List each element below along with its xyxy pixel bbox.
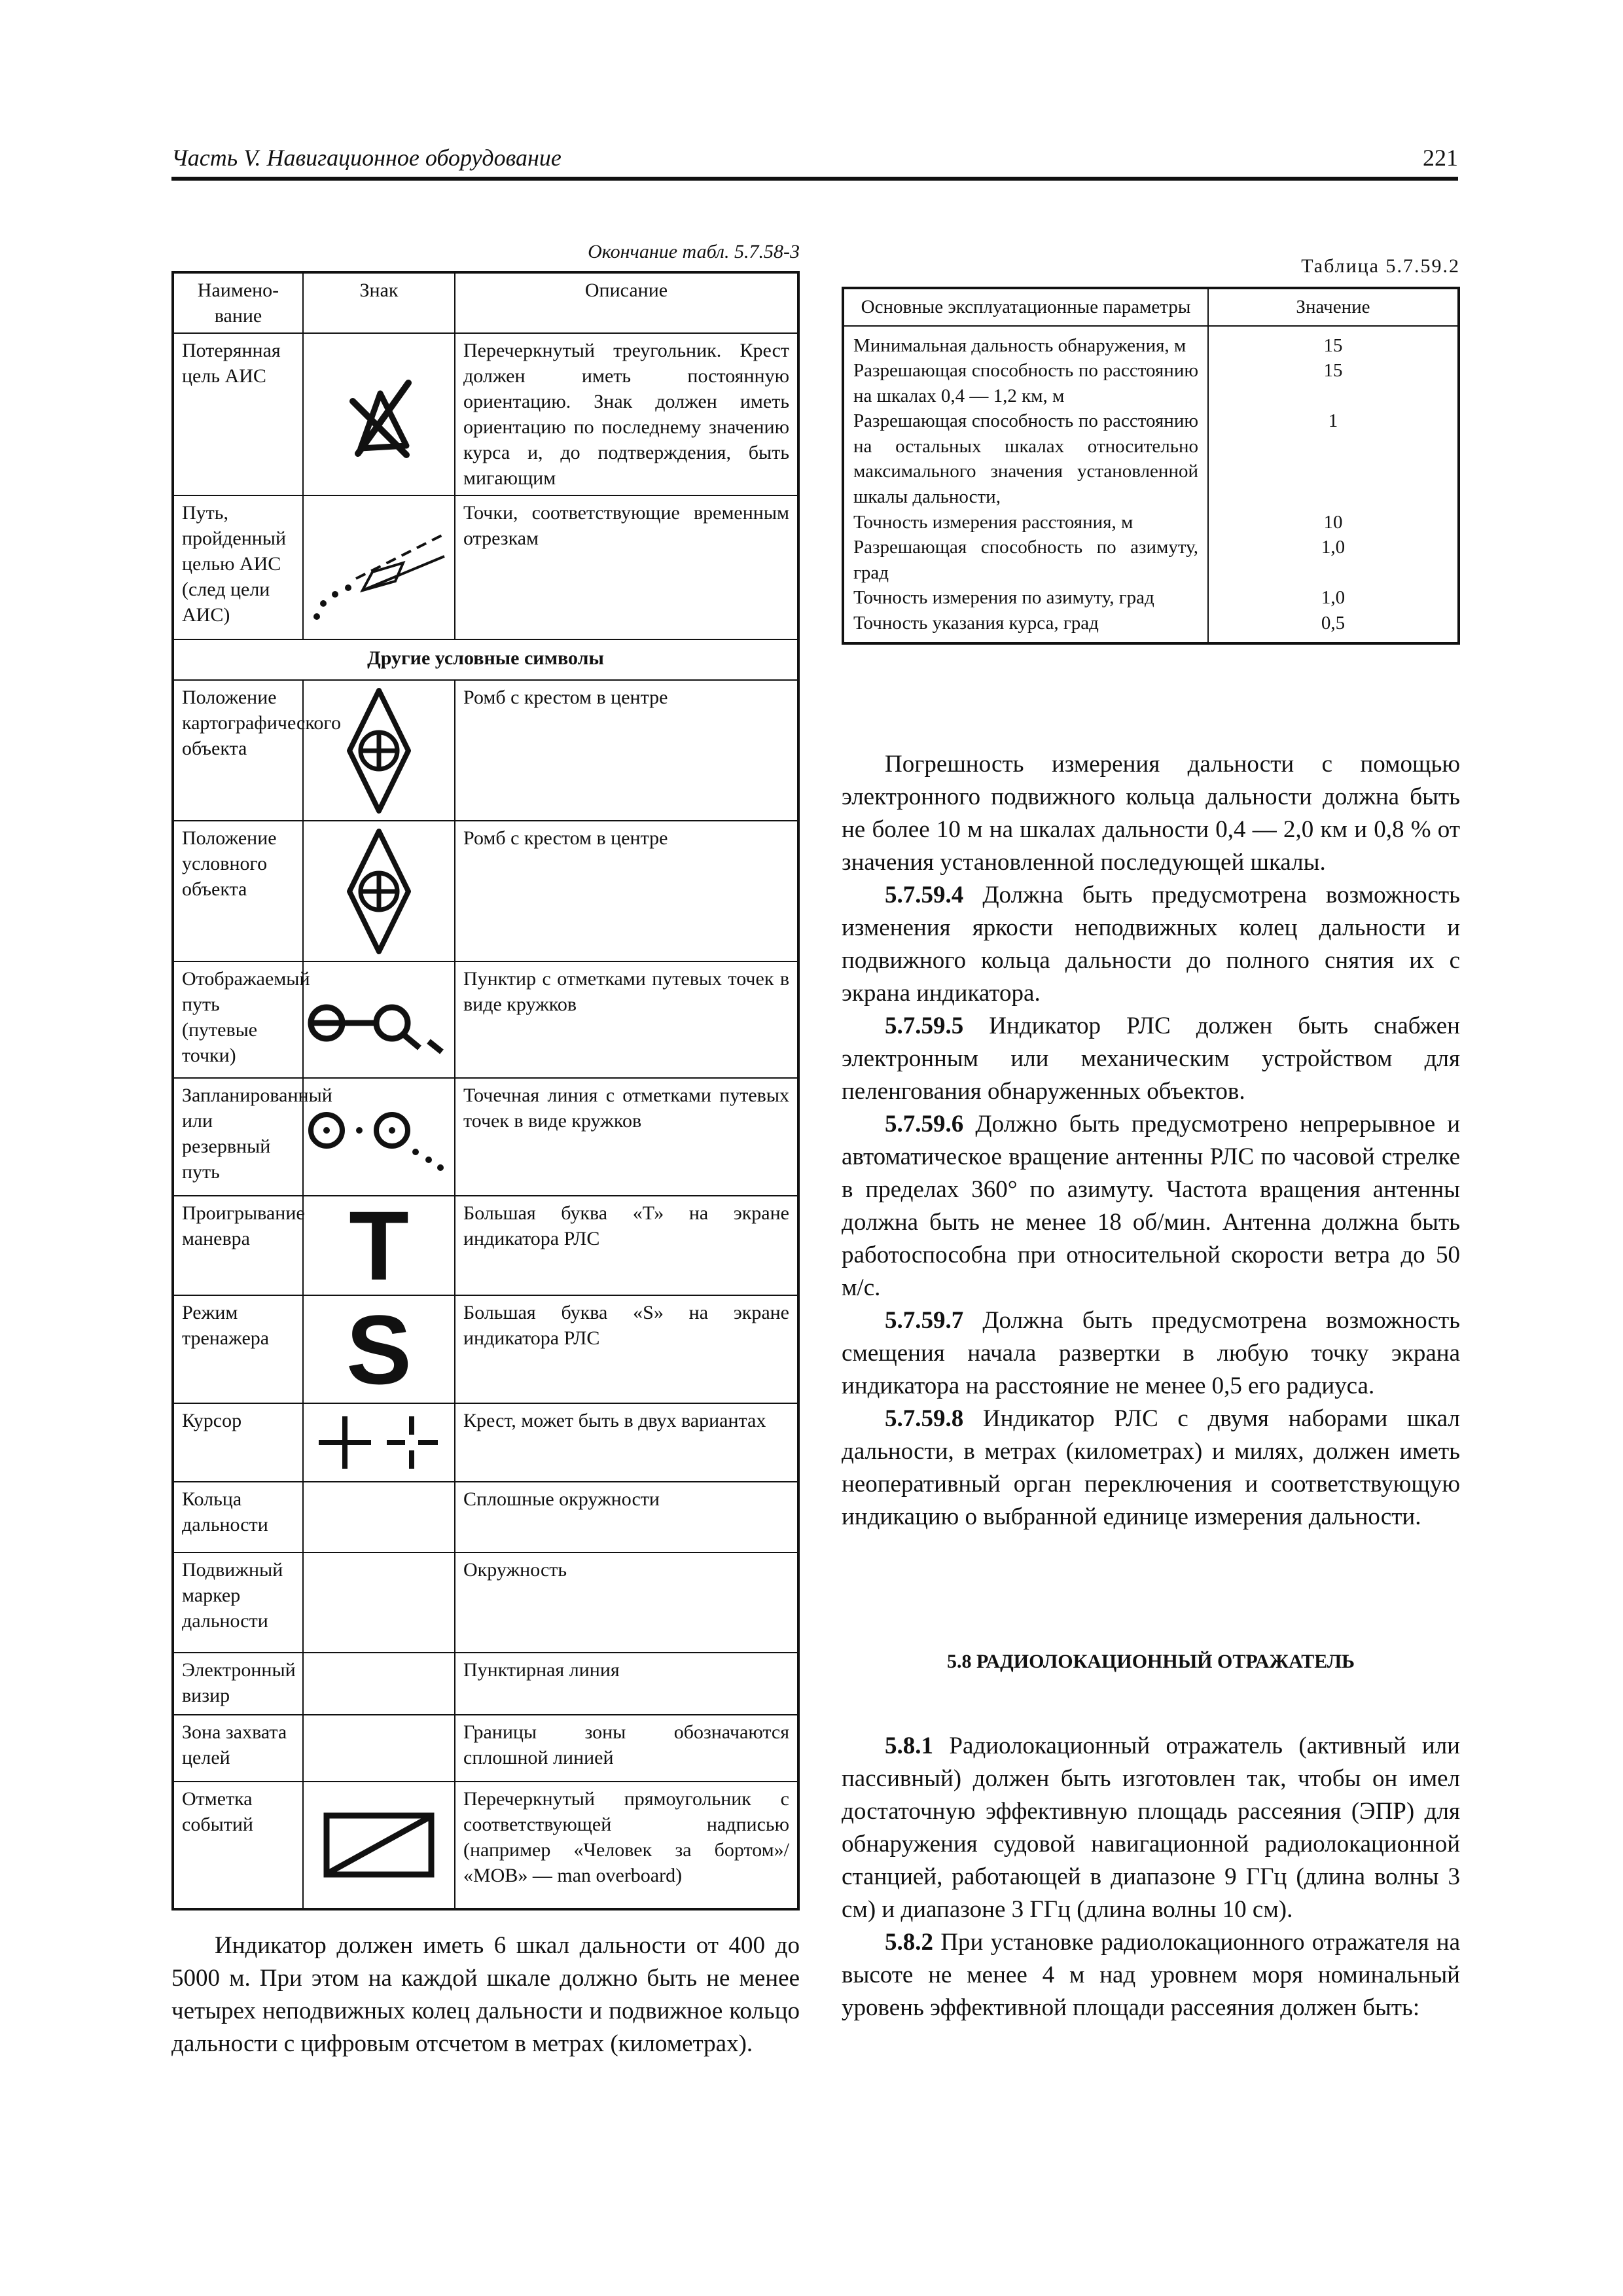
- row-name: Положение условного объекта: [173, 821, 303, 961]
- paragraph: [842, 1926, 1460, 2024]
- table-row: [173, 1653, 798, 1715]
- row-name: Проигрывание маневра: [173, 1196, 303, 1295]
- row-name: Отметка событий: [173, 1782, 303, 1909]
- table-row: [843, 611, 1459, 644]
- row-name: Путь, пройденный целью АИС (след цели АИС): [173, 495, 303, 639]
- empty-sign-cell: [303, 1653, 455, 1715]
- symbols-table: [171, 271, 800, 1910]
- right-column-text: [842, 1730, 1460, 2024]
- dashed-route-icon: [303, 961, 455, 1078]
- row-description: Большая буква «Т» на экране индикатора РЛС: [455, 1196, 798, 1295]
- column-header-value: Значение: [1208, 288, 1459, 326]
- paragraph-text: Индикатор РЛС с двумя наборами шкал дальности, в метрах (километрах) и милях, должен иметь неоперативный орган переключения и соответствующую индикацию о выбранной единице измерения дальности.: [842, 1405, 1460, 1530]
- empty-sign-cell: [303, 1482, 455, 1552]
- row-name: Положение картографического объекта: [173, 680, 303, 821]
- right-table-caption: Таблица 5.7.59.2: [1301, 255, 1460, 277]
- paragraph: [842, 1108, 1460, 1304]
- row-description: Перечеркнутый треугольник. Крест должен иметь постоянную ориентацию. Знак должен иметь ориентацию по последнему значению курса и, до подтверждения, быть мигающим: [455, 333, 798, 495]
- table-row: [173, 680, 798, 821]
- page-number: 221: [1423, 145, 1458, 171]
- right-column-text: [842, 748, 1460, 1534]
- row-name: Зона захвата целей: [173, 1715, 303, 1782]
- row-description: Крест, может быть в двух вариантах: [455, 1403, 798, 1482]
- parameter-value: 1: [1208, 408, 1459, 509]
- row-description: Большая буква «S» на экране индикатора РЛС: [455, 1295, 798, 1403]
- column-header-description: Описание: [455, 272, 798, 333]
- parameters-table: [842, 287, 1460, 645]
- section-heading: 5.8 РАДИОЛОКАЦИОННЫЙ ОТРАЖАТЕЛЬ: [946, 1651, 1355, 1672]
- table-row: [843, 585, 1459, 611]
- row-description: Сплошные окружности: [455, 1482, 798, 1552]
- parameter-value: 15: [1208, 326, 1459, 359]
- paragraph: [842, 1010, 1460, 1108]
- row-name: Запланированный или резервный путь: [173, 1078, 303, 1196]
- table-row: [843, 326, 1459, 359]
- table-row: [173, 1482, 798, 1552]
- parameter-value: 10: [1208, 510, 1459, 535]
- crossed-triangle-icon: [303, 333, 455, 495]
- section-row: [173, 639, 798, 680]
- left-column-text: [171, 1929, 800, 2060]
- table-row: [173, 1196, 798, 1295]
- parameter-value: 1,0: [1208, 535, 1459, 585]
- crossed-rectangle-icon: [303, 1782, 455, 1909]
- running-title: Часть V. Навигационное оборудование: [171, 145, 562, 171]
- clause-number: 5.7.59.6: [885, 1111, 964, 1138]
- row-name: Режим тренажера: [173, 1295, 303, 1403]
- paragraph: Погрешность измерения дальности с помощью электронного подвижного кольца дальности должна быть не более 10 м на шкалах дальности 0,4 — 2,0 км и 0,8 % от значения установленной последующей шкалы.: [842, 751, 1460, 876]
- parameter-name: Разрешающая способность по расстоянию на остальных шкалах относительно максимального значения установленной шкалы дальности,: [843, 408, 1208, 509]
- ais-track-icon: [303, 495, 455, 639]
- parameter-value: 1,0: [1208, 585, 1459, 611]
- table-row: [843, 535, 1459, 585]
- clause-number: 5.7.59.7: [885, 1307, 964, 1334]
- row-description: Пунктирная линия: [455, 1653, 798, 1715]
- clause-number: 5.8.2: [885, 1929, 933, 1956]
- letter-s: S: [346, 1294, 412, 1405]
- paragraph: [842, 879, 1460, 1010]
- row-name: Подвижный маркер дальности: [173, 1552, 303, 1653]
- table-row: [173, 1552, 798, 1653]
- row-description: Перечеркнутый прямоугольник с соответствующей надписью (например «Человек за бортом»/ «МОВ» — man overboard): [455, 1782, 798, 1909]
- parameter-value: 0,5: [1208, 611, 1459, 644]
- parameter-name: Точность измерения расстояния, м: [843, 510, 1208, 535]
- paragraph-text: При установке радиолокационного отражателя на высоте не менее 4 м над уровнем моря номинальный уровень эффективной площади рассеяния должен быть:: [842, 1929, 1460, 2021]
- parameter-name: Минимальная дальность обнаружения, м: [843, 326, 1208, 359]
- clause-number: 5.7.59.4: [885, 882, 964, 908]
- empty-sign-cell: [303, 1552, 455, 1653]
- table-row: [173, 1403, 798, 1482]
- clause-number: 5.8.1: [885, 1732, 933, 1759]
- parameter-name: Точность измерения по азимуту, град: [843, 585, 1208, 611]
- paragraph-text: Должно быть предусмотрено непрерывное и автоматическое вращение антенны РЛС по часовой стрелке в пределах 360° по азимуту. Частота вращения антенны должна быть не менее 18 об/мин. Антенна должна быть работоспособна при относительной скорости ветра до 50 м/с.: [842, 1111, 1460, 1301]
- row-description: Окружность: [455, 1552, 798, 1653]
- column-header-name: Наимено-вание: [173, 272, 303, 333]
- parameter-value: 15: [1208, 358, 1459, 408]
- column-header-parameters: Основные эксплуатационные параметры: [843, 288, 1208, 326]
- paragraph-text: Индикатор РЛС должен быть снабжен электронным или механическим устройством для пеленгования обнаруженных объектов.: [842, 1013, 1460, 1105]
- empty-sign-cell: [303, 1715, 455, 1782]
- table-row: [173, 1715, 798, 1782]
- cursor-cross-icon: [303, 1403, 455, 1482]
- parameter-name: Разрешающая способность по азимуту, град: [843, 535, 1208, 585]
- paragraph-text: Должна быть предусмотрена возможность изменения яркости неподвижных колец дальности и подвижного кольца дальности до полного снятия их с экрана индикатора.: [842, 882, 1460, 1007]
- row-description: Границы зоны обозначаются сплошной линией: [455, 1715, 798, 1782]
- parameter-name: Точность указания курса, град: [843, 611, 1208, 644]
- playback-letter: [303, 1191, 455, 1300]
- row-name: Кольца дальности: [173, 1482, 303, 1552]
- paragraph: Индикатор должен иметь 6 шкал дальности от 400 до 5000 м. При этом на каждой шкале должно быть не менее четырех неподвижных колец дальности и подвижное кольцо дальности с цифровым отсчетом в метрах (километрах).: [171, 1932, 800, 2057]
- table-row: [173, 1295, 798, 1403]
- left-table-caption: Окончание табл. 5.7.58-3: [588, 241, 800, 262]
- header-rule: [171, 177, 1458, 181]
- paragraph: [842, 1403, 1460, 1534]
- row-description: Ромб с крестом в центре: [455, 680, 798, 821]
- section-title: Другие условные символы: [173, 639, 798, 680]
- table-row: [173, 333, 798, 495]
- row-name: Потерянная цель АИС: [173, 333, 303, 495]
- paragraph: [842, 1730, 1460, 1926]
- parameter-name: Разрешающая способность по расстоянию на шкалах 0,4 — 1,2 км, м: [843, 358, 1208, 408]
- table-row: [843, 510, 1459, 535]
- table-row: [173, 821, 798, 961]
- row-name: Отображаемый путь (путевые точки): [173, 961, 303, 1078]
- row-description: Ромб с крестом в центре: [455, 821, 798, 961]
- row-description: Точечная линия с отметками путевых точек в виде кружков: [455, 1078, 798, 1196]
- paragraph: [842, 1304, 1460, 1403]
- row-name: Электронный визир: [173, 1653, 303, 1715]
- table-row: [173, 961, 798, 1078]
- table-row: [173, 495, 798, 639]
- paragraph-text: Должна быть предусмотрена возможность смещения начала развертки в любую точку экрана индикатора на расстояние не менее 0,5 его радиуса.: [842, 1307, 1460, 1399]
- table-row: [843, 408, 1459, 509]
- clause-number: 5.7.59.8: [885, 1405, 964, 1432]
- column-header-sign: Знак: [303, 272, 455, 333]
- rhombus-cross-icon: [303, 680, 455, 821]
- row-description: Точки, соответствующие временным отрезкам: [455, 495, 798, 639]
- table-row: [843, 358, 1459, 408]
- clause-number: 5.7.59.5: [885, 1013, 964, 1039]
- row-name: Курсор: [173, 1403, 303, 1482]
- table-row: [173, 1078, 798, 1196]
- simulator-letter: [303, 1295, 455, 1403]
- rhombus-cross-icon: [303, 821, 455, 961]
- paragraph-text: Радиолокационный отражатель (активный или пассивный) должен быть изготовлен так, чтобы он имел достаточную эффективную площадь рассеяния (ЭПР) для обнаружения судовой навигационной радиолокационной станцией, работающей в диапазоне 9 ГГц (длина волны 3 см) и диапазоне 3 ГГц (длина волны 10 см).: [842, 1732, 1460, 1923]
- row-description: Пунктир с отметками путевых точек в виде кружков: [455, 961, 798, 1078]
- letter-t: T: [349, 1191, 409, 1300]
- table-row: [173, 1782, 798, 1909]
